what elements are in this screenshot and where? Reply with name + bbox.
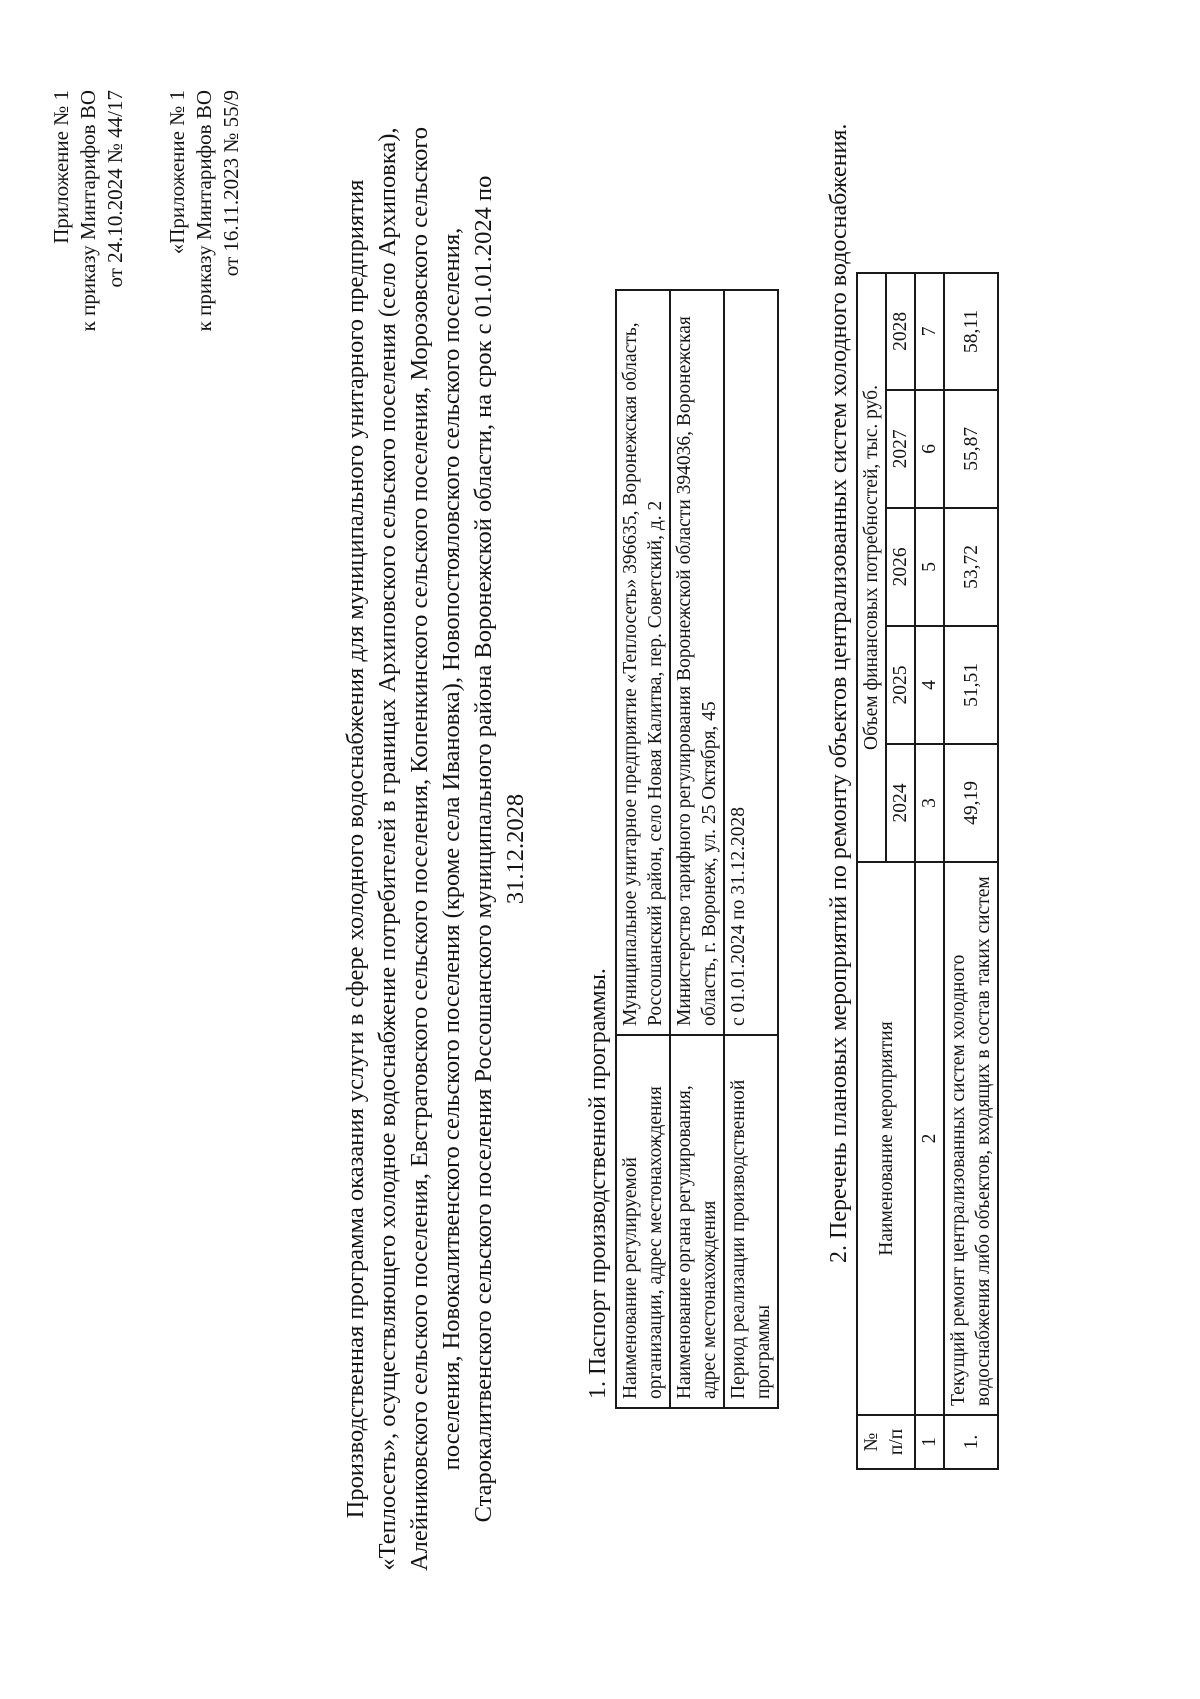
table-row [670,290,724,1408]
passport-label: Период реализации производственной программы [724,1035,778,1408]
year-header: 2027 [886,390,915,508]
measure-value: 49,19 [944,744,998,862]
table-row [944,273,998,1469]
appendix-line: от 16.11.2023 № 55/9 [219,90,243,277]
measure-value: 55,87 [944,390,998,508]
appendix-line: Приложение № 1 [49,90,73,244]
document-title: Производственная программа оказания услуги в сфере холодного водоснабжения для муниципального унитарного предприятия «Теплосеть», осуществляющего холодное водоснабжение потребителей в границах Архиповского сельского поселения (село Архиповка), Алейниковского сельского поселения, Евстратовского сельского поселения, Копенкинского сельского поселения, Морозовского сельского поселения, Новокалитвенского сельского поселения (кроме села Ивановка), Новопостояловского сельского поселения, Старокалитвенского сельского поселения Россошанского муниципального района Воронежской области, на срок с 01.01.2024 по 31.12.2028 [342,126,529,1572]
column-number: 4 [915,626,944,744]
col-number-header: № п/п [857,1415,915,1469]
appendix-line: к приказу Минтарифов ВО [192,90,216,332]
table-header-row [857,273,886,1469]
measures-table [856,272,999,1470]
measure-value: 51,51 [944,626,998,744]
measure-name: Текущий ремонт централизованных систем холодного водоснабжения либо объектов, входящих в состав таких систем [944,862,998,1415]
appendix-line: от 24.10.2024 № 44/17 [103,90,127,288]
column-number: 5 [915,508,944,626]
passport-label: Наименование регулируемой организации, адрес местонахождения [616,1035,670,1408]
passport-value: Министерство тарифного регулирования Воронежской области 394036, Воронежская область, г. Воронеж, ул. 25 Октября, 45 [670,290,724,1035]
passport-label: Наименование органа регулирования, адрес местонахождения [670,1035,724,1408]
passport-value: Муниципальное унитарное предприятие «Теплосеть» 396635, Воронежская область, Россошанский район, село Новая Калитва, пер. Советский, д. 2 [616,290,670,1035]
measures-heading: 2. Перечень плановых мероприятий по ремонту объектов централизованных систем холодного водоснабжения. [826,123,852,1263]
year-header: 2024 [886,744,915,862]
year-header: 2026 [886,508,915,626]
column-number: 1 [915,1415,944,1469]
column-number: 7 [915,273,944,390]
appendix-header-current [48,90,129,331]
col-volume-header: Объем финансовых потребностей, тыс. руб. [857,273,886,862]
passport-value: с 01.01.2024 по 31.12.2028 [724,290,778,1035]
passport-table [615,289,779,1409]
appendix-header-previous [164,90,245,331]
row-number: 1. [944,1415,998,1469]
column-number-row [915,273,944,1469]
column-number: 3 [915,744,944,862]
table-row [724,290,778,1408]
appendix-line: к приказу Минтарифов ВО [76,90,100,332]
column-number: 6 [915,390,944,508]
passport-heading: 1. Паспорт производственной программы. [585,968,611,1399]
col-name-header: Наименование мероприятия [857,862,915,1415]
column-number: 2 [915,862,944,1415]
year-header: 2028 [886,273,915,390]
measure-value: 58,11 [944,273,998,390]
measure-value: 53,72 [944,508,998,626]
table-row [616,290,670,1408]
appendix-line: «Приложение № 1 [165,90,189,255]
year-header: 2025 [886,626,915,744]
